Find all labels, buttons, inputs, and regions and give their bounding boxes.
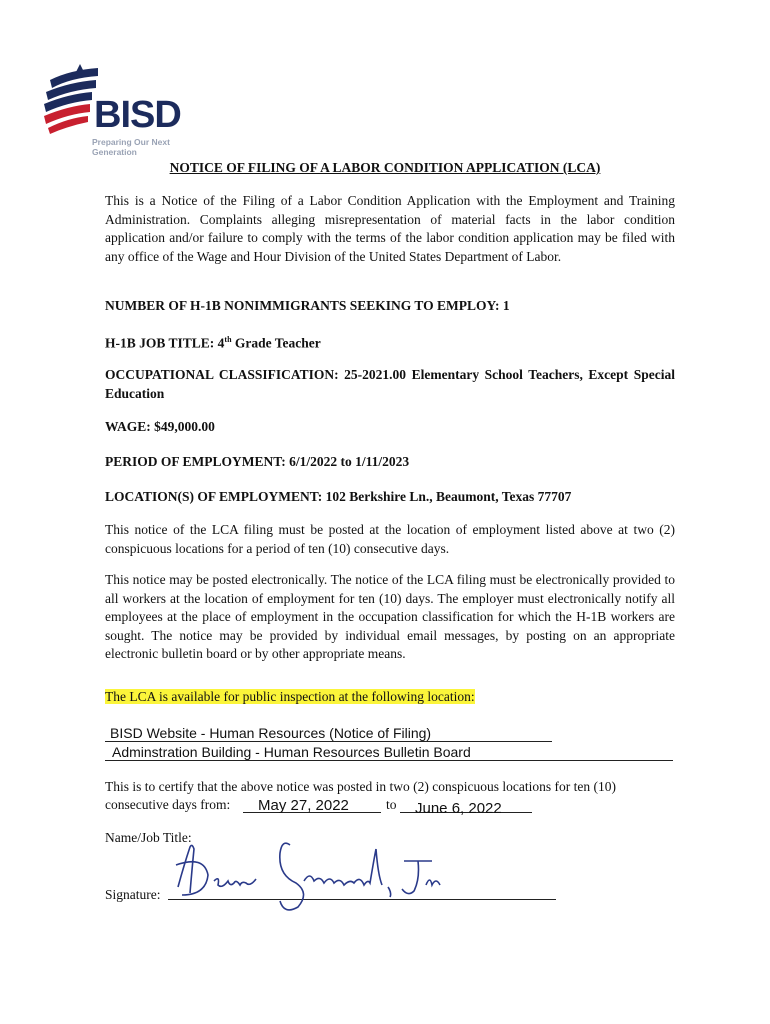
document-title: NOTICE OF FILING OF A LABOR CONDITION APPLICATION (LCA) [169,160,601,175]
location-2-underline [105,760,673,761]
inspection-location-2: Adminstration Building - Human Resources Bulletin Board [112,744,471,760]
signature-label: Signature: [105,887,161,902]
to-date: June 6, 2022 [415,800,502,817]
public-inspection-line [105,688,675,707]
job-title-suffix: Grade Teacher [231,335,321,351]
job-title [105,331,675,353]
bisd-logo [40,62,210,157]
name-job-title-label: Name/Job Title: [105,830,192,845]
location-1-underline [105,741,552,742]
location-of-employment: LOCATION(S) OF EMPLOYMENT: 102 Berkshire Ln., Beaumont, Texas 77707 [105,489,572,504]
wage: WAGE: $49,000.00 [105,419,215,434]
inspection-location-1: BISD Website - Human Resources (Notice of Filing) [110,725,432,741]
period-of-employment: PERIOD OF EMPLOYMENT: 6/1/2022 to 1/11/2023 [105,454,410,469]
number-of-nonimmigrants: NUMBER OF H-1B NONIMMIGRANTS SEEKING TO EMPLOY: 1 [105,298,510,313]
logo-wordmark: BISD [94,94,181,136]
electronic-notice: This notice may be posted electronically. The notice of the LCA filing must be electronically provided to all workers at the location of employment for ten (10) days. The employer must electronically notify all employees at the place of employment in the occupation classification for which the H-1B workers are sought. The notice may be provided by individual email messages, by posting on an appropriate electronic bulletin board or by other appropriate means. [105,572,675,661]
logo-tagline: Preparing Our Next Generation [92,137,170,157]
to-label: to [386,797,397,812]
occupational-classification: OCCUPATIONAL CLASSIFICATION: 25-2021.00 Elementary School Teachers, Except Special Education [105,367,675,401]
handwritten-signature [170,835,470,915]
job-title-prefix: H-1B JOB TITLE: 4 [105,335,225,351]
intro-paragraph: This is a Notice of the Filing of a Labor Condition Application with the Employment and Training Administration. Complaints alleging misrepresentation of material facts in the labor condition application and/or failure to comply with the terms of the labor condition application may be filed with any office of the Wage and Hour Division of the United States Department of Labor. [105,193,675,264]
posting-notice: This notice of the LCA filing must be posted at the location of employment listed above at two (2) conspicuous locations for a period of ten (10) consecutive days. [105,522,675,556]
from-date: May 27, 2022 [258,797,349,814]
certify-from-label: consecutive days from: [105,797,231,812]
public-inspection-text: The LCA is available for public inspection at the following location: [105,689,475,704]
logo-flag-icon [40,62,100,142]
job-title-sup: th [224,335,232,344]
certify-text: This is to certify that the above notice was posted in two (2) conspicuous locations for ten (10) [105,779,617,794]
